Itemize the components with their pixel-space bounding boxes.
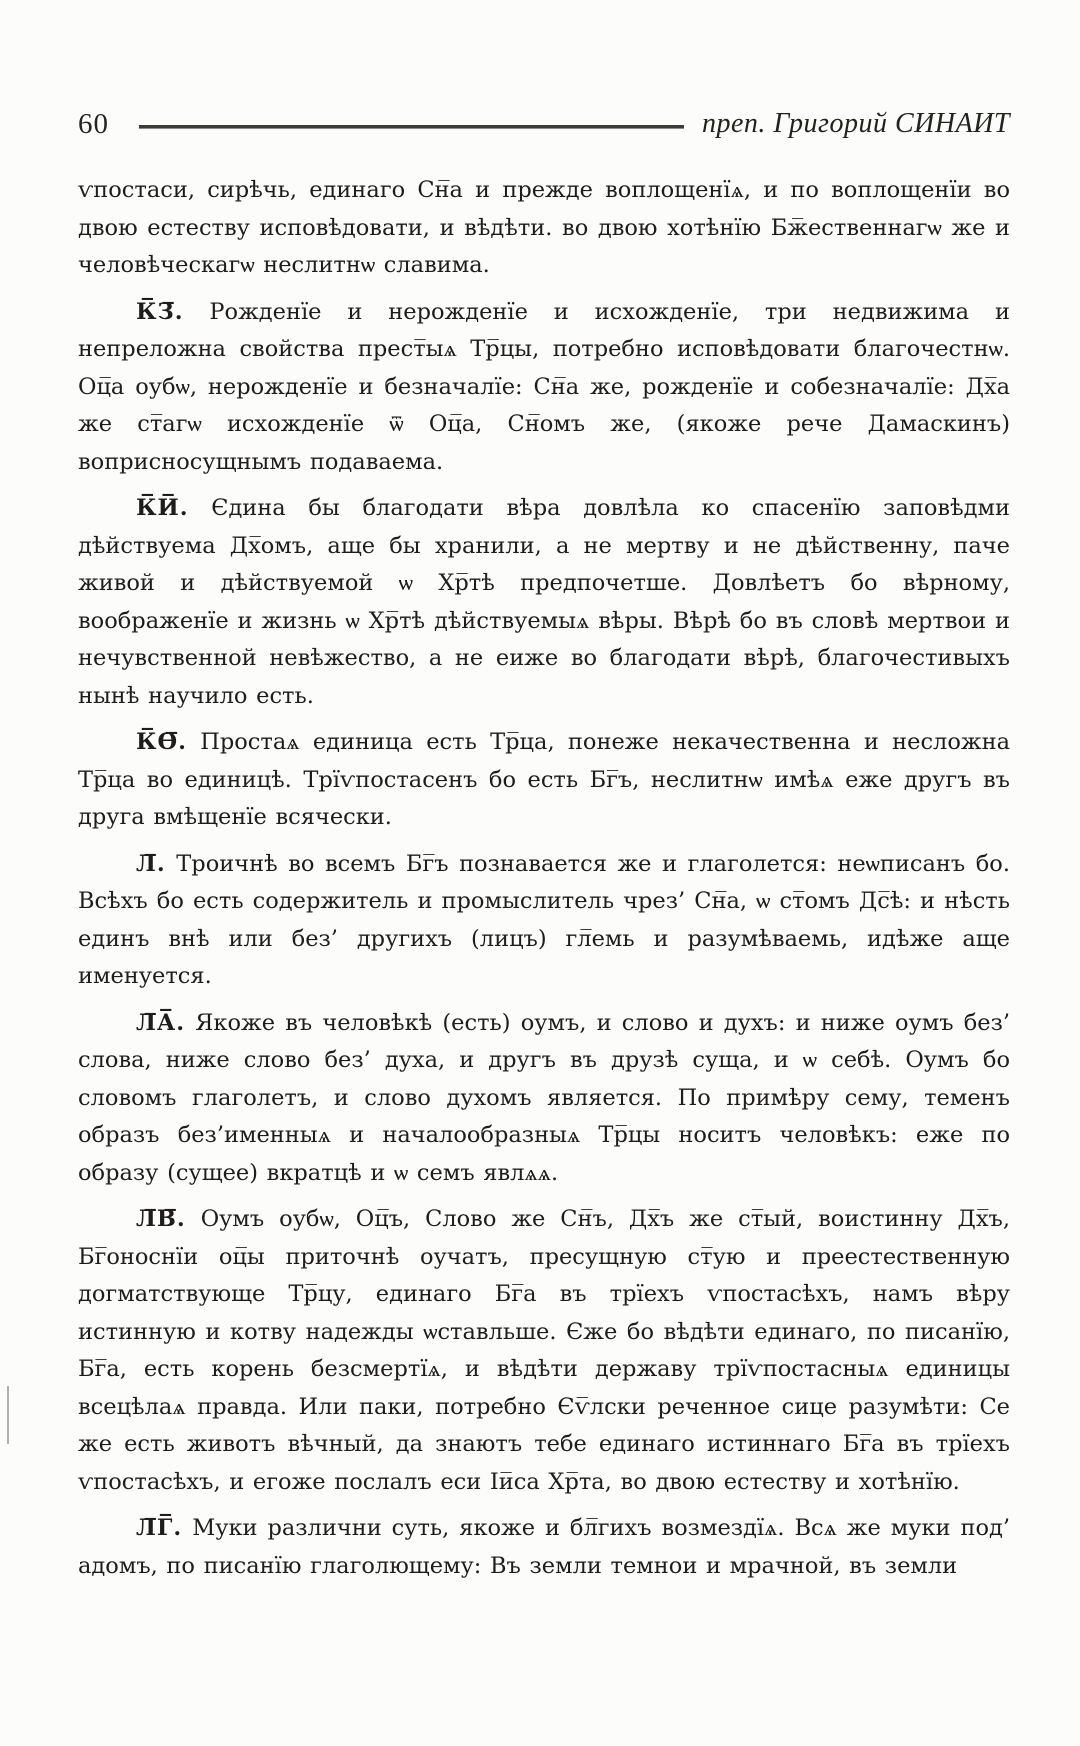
paragraph-text: ѵпостаси, сирѣчь, единаго Сн̅а и прежде воплощенїѧ, и по воплощенїи во двою естеству исповѣдовати, и вѣдѣти. во двою хотѣнїю Бж̅ественнагѡ же и человѣческагѡ неслитнѡ славима. xyxy=(78,177,1010,278)
page-header xyxy=(78,102,1010,146)
paragraph-text: Якоже въ человѣкѣ (есть) оумъ, и слово и духъ: и ниже оумъ без’ слова, ниже слово без’ духа, и другъ въ друзѣ суща, и ѡ себѣ. Оумъ бо словомъ глаголетъ, и слово духомъ является. По примѣру сему, теменъ образъ без’именныѧ и началообразныѧ Тр̅цы носитъ человѣкъ: еже по образу (сущее) вкратцѣ и ѡ семъ явлѧѧ. xyxy=(78,1009,1010,1186)
paragraph xyxy=(78,1510,1010,1585)
paragraph-number: Л̅В̅. xyxy=(136,1206,186,1232)
main-text xyxy=(78,172,1010,1585)
paragraph-number: К̅Ѳ̅. xyxy=(136,729,187,755)
header-rule xyxy=(139,125,684,129)
paragraph xyxy=(78,172,1010,285)
paragraph xyxy=(78,294,1010,482)
paragraph xyxy=(78,724,1010,837)
paragraph xyxy=(78,1005,1010,1193)
paragraph-number: К̅И̅. xyxy=(136,495,189,521)
paragraph-text: Троичнѣ во всемъ Бг̅ъ познавается же и глаголется: неѡписанъ бо. Всѣхъ бо есть содержитель и промыслитель чрез’ Сн̅а, ѡ ст̅омъ Дс̅ѣ: и нѣсть единъ внѣ или без’ другихъ (лицъ) гл̅емь и разумѣваемь, идѣже аще именуется. xyxy=(78,850,1011,989)
paragraph-text: Муки различни суть, якоже и бл̅гихъ возмездїѧ. Всѧ же муки под’ адомъ, по писанїю глаголющему: Въ земли темнои и мрачной, въ земли xyxy=(78,1515,1010,1579)
paragraph-text: Рожденїе и нерожденїе и исхожденїе, три недвижима и непреложна свойства прест̅ыѧ Тр̅цы, потребно исповѣдовати благочестнѡ. Оц̅а оубѡ, нерожденїе и безначалїе: Сн̅а же, рожденїе и собезначалїе: Дх̅а же ст̅агѡ исхожденїе ѿ Оц̅а, Сн̅омъ же, (якоже рече Дамаскинъ) воприсносущнымъ подаваема. xyxy=(78,298,1010,475)
paragraph-number: Л̅. xyxy=(136,850,166,877)
scan-artifact-line xyxy=(7,1386,9,1444)
paragraph xyxy=(78,1201,1010,1501)
page-number: 60 xyxy=(78,107,109,140)
paragraph-text: Єдина бы благодати вѣра довлѣла ко спасенїю заповѣдми дѣйствуема Дх̅омъ, аще бы хранили, а не мертву и не дѣйственну, паче живой и дѣйствуемой ѡ Хр̅тѣ предпочетше. Довлѣетъ бо вѣрному, воображенїе и жизнь ѡ Хр̅тѣ дѣйствуемыѧ вѣры. Вѣрѣ бо въ словѣ мертвои и нечувственной невѣжество, а не еиже во благодати вѣрѣ, благочестивыхъ нынѣ научило есть. xyxy=(78,495,1010,709)
paragraph-text: Простаѧ единица есть Тр̅ца, понеже некачественна и несложна Тр̅ца во единицѣ. Трїѵпостасенъ бо есть Бг̅ъ, неслитнѡ имѣѧ еже другъ въ друга вмѣщенїе всячески. xyxy=(78,729,1010,830)
running-title: преп. Григорий СИНАИТ xyxy=(701,108,1010,139)
paragraph xyxy=(78,490,1010,715)
paragraph-number: К̅З̅. xyxy=(136,298,184,325)
paragraph-text: Оумъ оубѡ, Оц̅ъ, Слово же Сн̅ъ, Дх̅ъ же ст̅ый, воистинну Дх̅ъ, Бг̅оноснїи оц̅ы приточнѣ оучатъ, пресущную ст̅ую и преестественную догматствующе Тр̅цу, единаго Бг̅а въ трїехъ ѵпостасѣхъ, намъ вѣру истинную и котву надежды ѡставльше. Єже бо вѣдѣти единаго, по писанїю, Бг̅а, есть корень безсмертїѧ, и вѣдѣти державу трїѵпостасныѧ единицы всецѣлаѧ правда. Или паки, потребно Єѵ̅лски реченное сице разумѣти: Се же есть животъ вѣчный, да знаютъ тебе единаго истиннаго Бг̅а въ трїехъ ѵпостасѣхъ, и егоже послалъ еси Іи̅са Хр̅та, во двою естеству и хотѣнїю. xyxy=(78,1206,1011,1495)
paragraph xyxy=(78,846,1010,996)
paragraph-number: Л̅А̅. xyxy=(136,1009,186,1036)
paragraph-number: Л̅Г̅. xyxy=(136,1515,183,1541)
